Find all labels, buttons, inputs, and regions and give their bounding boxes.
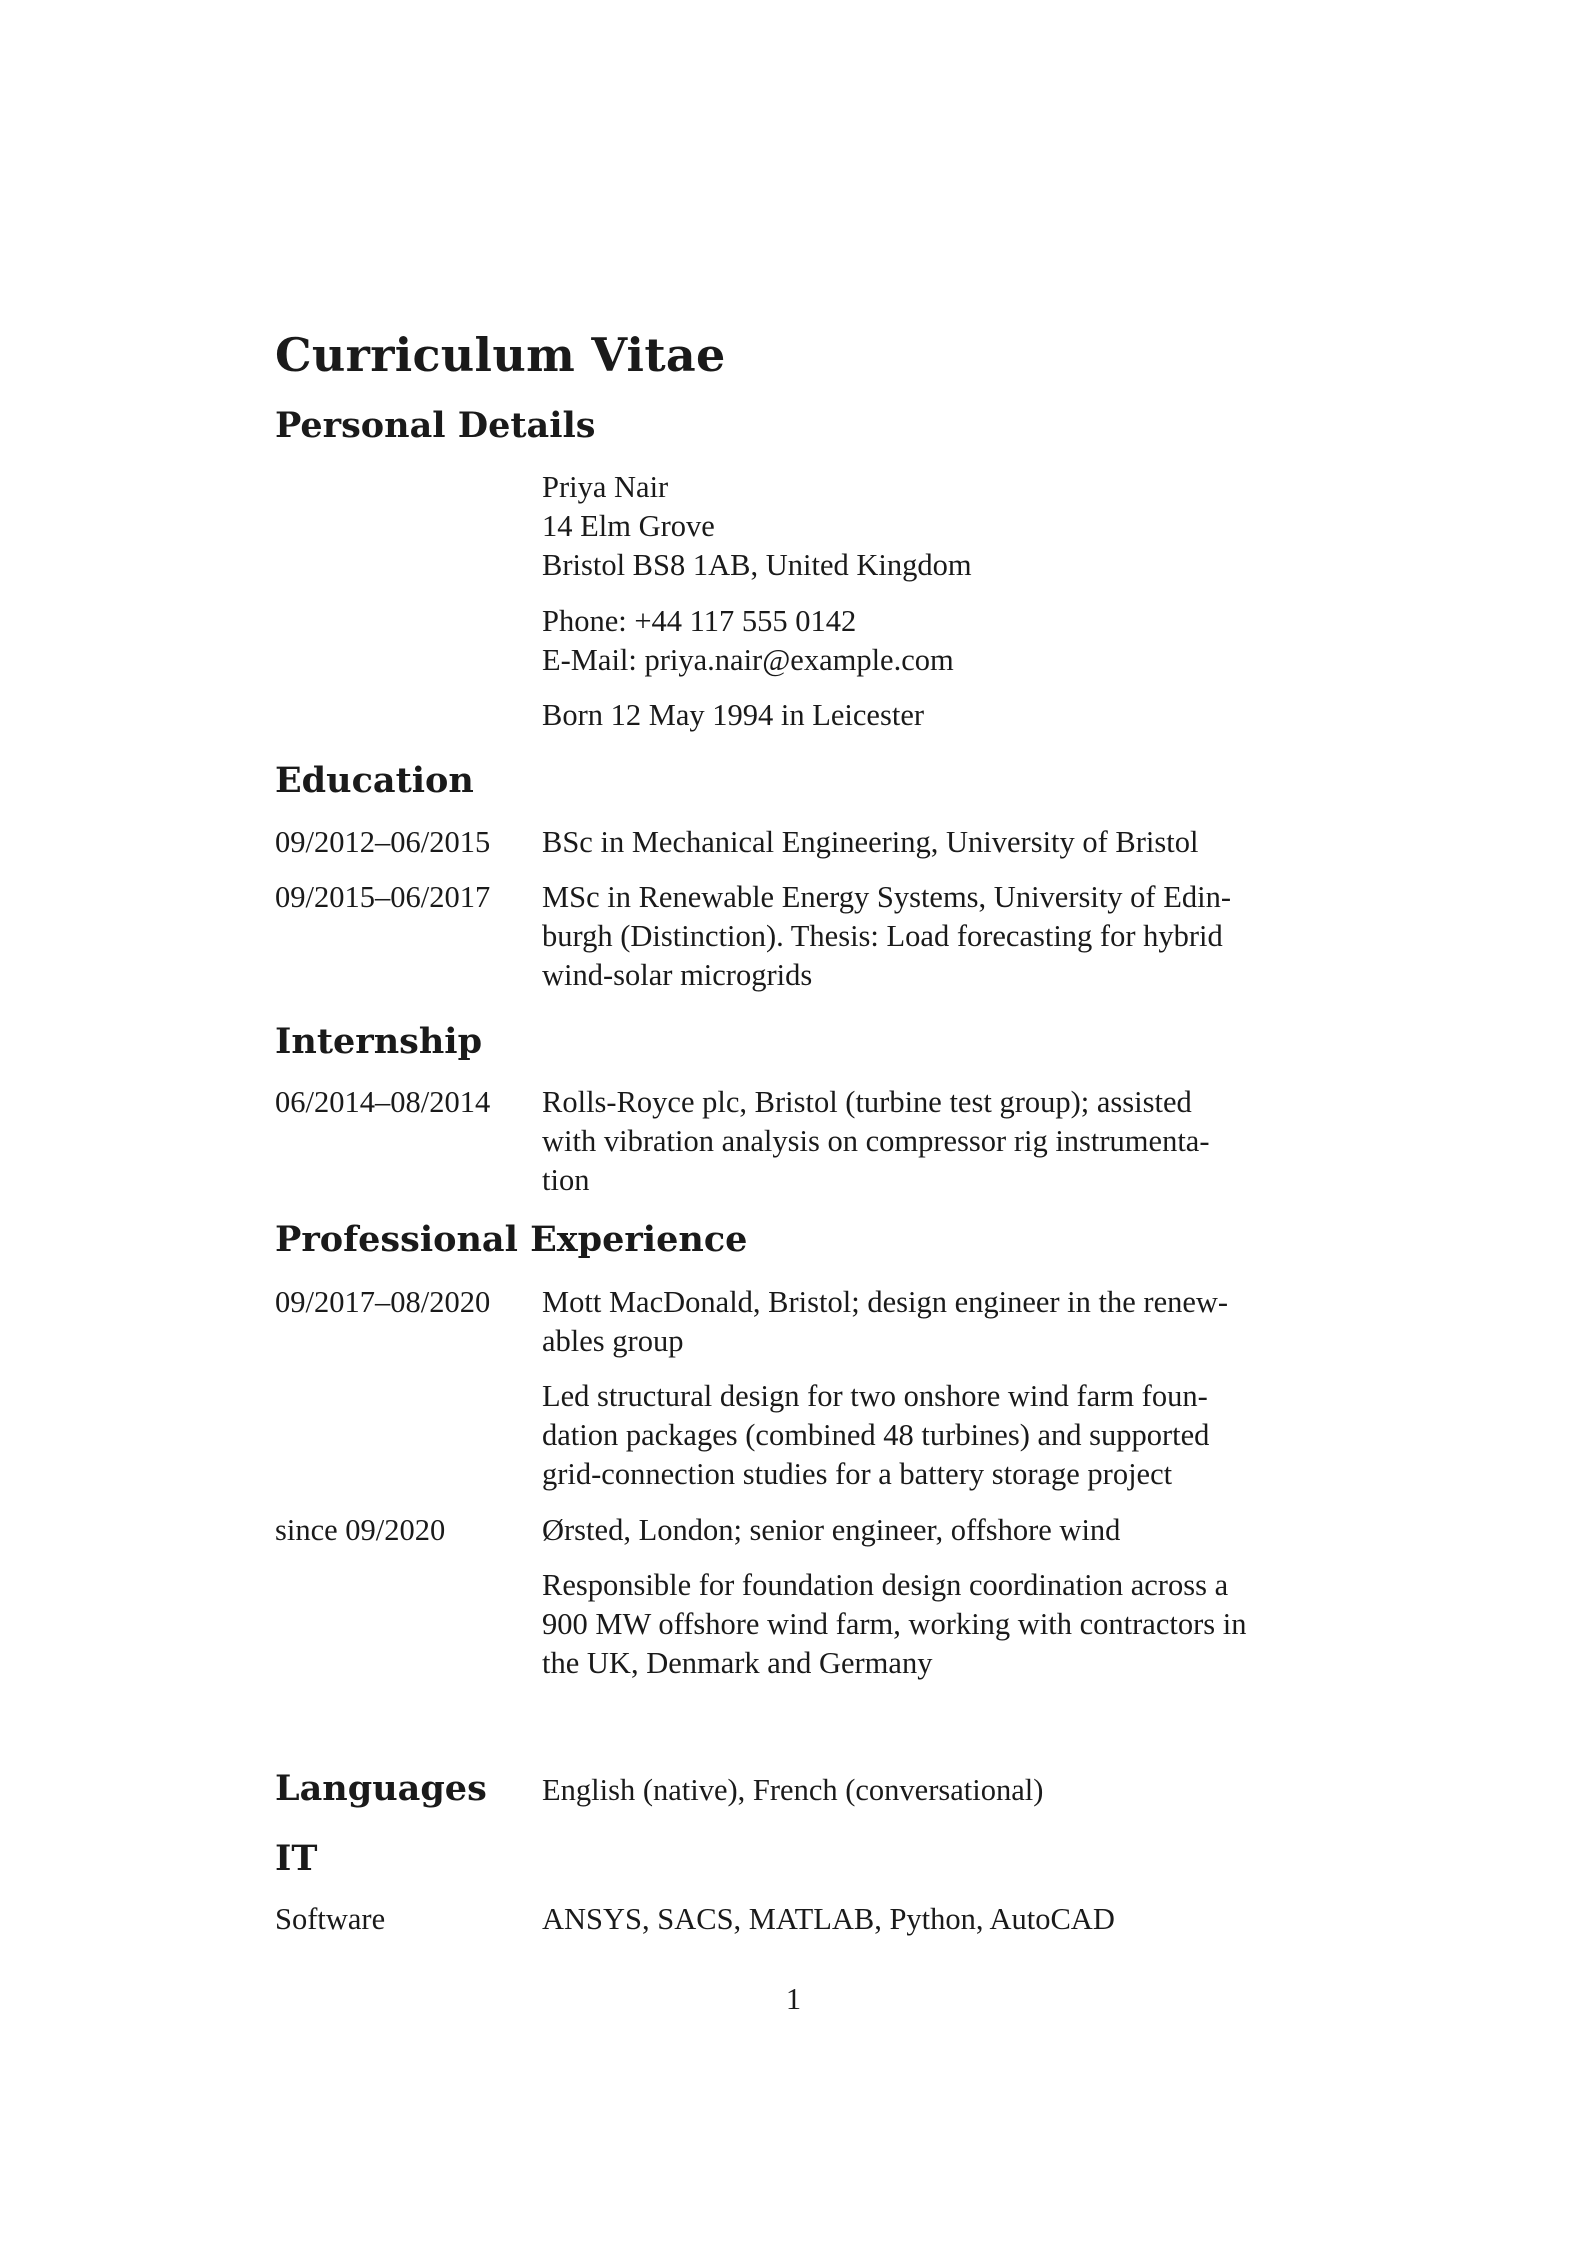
experience-entry bbox=[542, 1511, 1322, 1550]
software-value: ANSYS, SACS, MATLAB, Python, AutoCAD bbox=[542, 1902, 1115, 1936]
experience-heading: Professional Experience bbox=[275, 1219, 748, 1260]
page-number: 1 bbox=[785, 1982, 802, 2016]
education-line: wind-solar microgrids bbox=[542, 958, 813, 992]
experience-line: Ørsted, London; senior engineer, offshore wind bbox=[542, 1513, 1121, 1547]
education-entry bbox=[542, 878, 1322, 995]
experience-detail-line: the UK, Denmark and Germany bbox=[542, 1646, 933, 1680]
internship-line: tion bbox=[542, 1163, 590, 1197]
education-line: burgh (Distinction). Thesis: Load forecasting for hybrid bbox=[542, 919, 1223, 953]
education-line: BSc in Mechanical Engineering, University of Bristol bbox=[542, 825, 1199, 859]
address-city: Bristol BS8 1AB, United Kingdom bbox=[542, 548, 972, 582]
experience-dates: since 09/2020 bbox=[275, 1513, 446, 1547]
languages-value: English (native), French (conversational) bbox=[542, 1773, 1044, 1807]
birth-info bbox=[542, 696, 1322, 735]
experience-detail-line: grid-connection studies for a battery storage project bbox=[542, 1457, 1173, 1491]
internship-entry bbox=[542, 1083, 1322, 1200]
experience-detail-line: Responsible for foundation design coordination across a bbox=[542, 1568, 1229, 1602]
address-street: 14 Elm Grove bbox=[542, 509, 715, 543]
it-heading: IT bbox=[275, 1838, 318, 1879]
email-address: E-Mail: priya.nair@example.com bbox=[542, 643, 954, 677]
experience-line: ables group bbox=[542, 1324, 684, 1358]
internship-dates: 06/2014–08/2014 bbox=[275, 1085, 491, 1119]
experience-detail-line: dation packages (combined 48 turbines) and supported bbox=[542, 1418, 1210, 1452]
birth-line: Born 12 May 1994 in Leicester bbox=[542, 698, 925, 732]
experience-dates: 09/2017–08/2020 bbox=[275, 1285, 491, 1319]
experience-detail-line: Led structural design for two onshore wind farm foun- bbox=[542, 1379, 1208, 1413]
internship-line: Rolls-Royce plc, Bristol (turbine test group); assisted bbox=[542, 1085, 1192, 1119]
experience-entry bbox=[542, 1283, 1322, 1361]
education-dates: 09/2012–06/2015 bbox=[275, 825, 491, 859]
education-entry bbox=[542, 823, 1322, 862]
person-name: Priya Nair bbox=[542, 470, 669, 504]
software-label: Software bbox=[275, 1902, 386, 1936]
languages-heading: Languages bbox=[275, 1768, 487, 1809]
phone-number: Phone: +44 117 555 0142 bbox=[542, 604, 857, 638]
document-title: Curriculum Vitae bbox=[275, 328, 726, 382]
personal-contact-block bbox=[542, 602, 1322, 680]
internship-heading: Internship bbox=[275, 1021, 483, 1062]
education-heading: Education bbox=[275, 760, 474, 801]
personal-details-heading: Personal Details bbox=[275, 405, 596, 446]
experience-detail-line: 900 MW offshore wind farm, working with contractors in bbox=[542, 1607, 1247, 1641]
education-line: MSc in Renewable Energy Systems, University of Edin- bbox=[542, 880, 1231, 914]
personal-address-block bbox=[542, 468, 1322, 585]
experience-line: Mott MacDonald, Bristol; design engineer in the renew- bbox=[542, 1285, 1229, 1319]
education-dates: 09/2015–06/2017 bbox=[275, 880, 491, 914]
experience-detail bbox=[542, 1377, 1322, 1494]
experience-detail bbox=[542, 1566, 1322, 1683]
internship-line: with vibration analysis on compressor rig instrumenta- bbox=[542, 1124, 1210, 1158]
